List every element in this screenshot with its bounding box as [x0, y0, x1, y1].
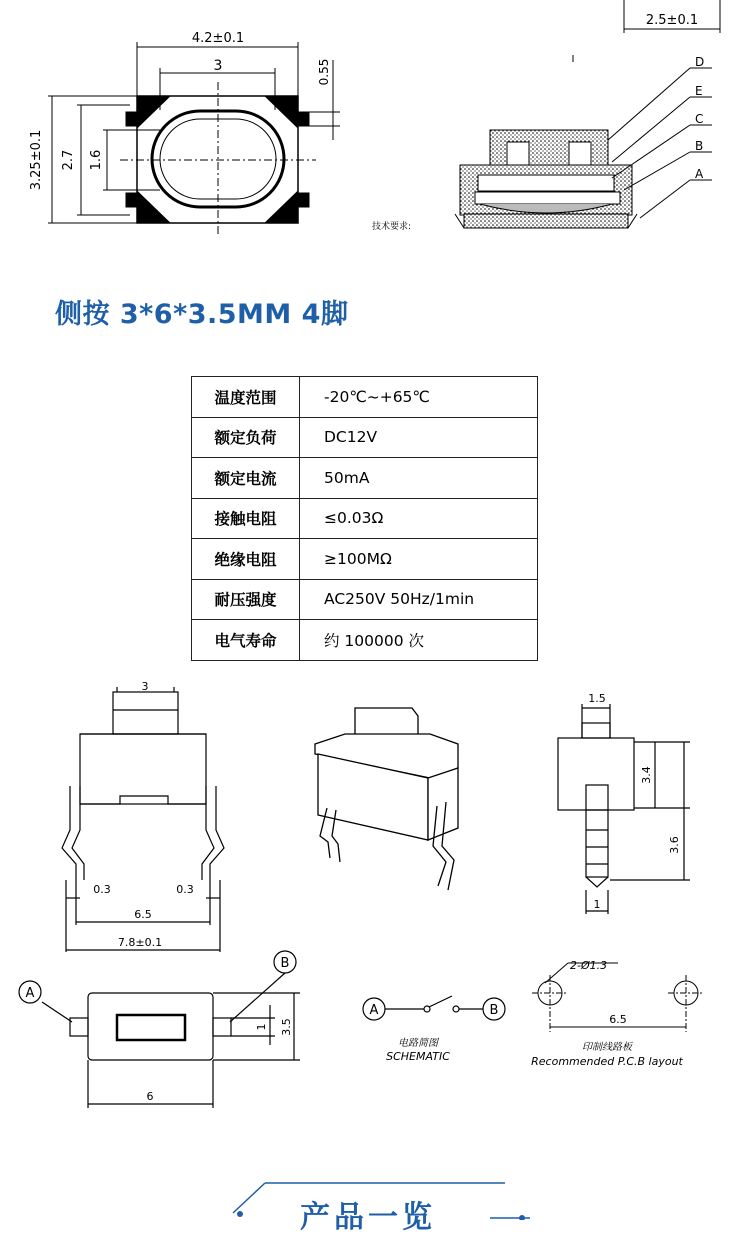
part-label-d: D	[695, 55, 705, 69]
front-dim-78: 7.8±0.1	[117, 936, 163, 949]
spec-value: AC250V 50Hz/1min	[300, 579, 538, 620]
spec-key: 电气寿命	[192, 620, 300, 661]
cross-section	[455, 55, 712, 228]
footer-dot-right	[519, 1215, 525, 1220]
dim-27-label: 2.7	[61, 149, 76, 171]
side-dim-36: 3.6	[668, 836, 681, 854]
tech-note: 技术要求:	[372, 222, 412, 232]
spec-key: 接触电阻	[192, 498, 300, 539]
spec-row	[192, 539, 538, 580]
bottom-label-b: B	[280, 956, 290, 971]
spec-value: ≤0.03Ω	[300, 498, 538, 539]
front-dim-03-right: 0.3	[176, 883, 194, 896]
side-view	[558, 704, 690, 914]
bottom-dim-35: 3.5	[280, 1018, 293, 1036]
dim-width-label: 4.2±0.1	[191, 31, 245, 46]
bottom-label-a: A	[25, 986, 35, 1001]
spec-row	[192, 417, 538, 458]
spec-key: 绝缘电阻	[192, 539, 300, 580]
schematic-caption-en: SCHEMATIC	[386, 1050, 450, 1063]
schematic-caption-cn: 电路简图	[398, 1038, 438, 1049]
part-label-c: C	[695, 112, 704, 126]
pcb-dim-65: 6.5	[609, 1013, 627, 1026]
spec-table	[191, 376, 538, 661]
spec-key: 额定电流	[192, 458, 300, 499]
spec-row	[192, 579, 538, 620]
dim-055-label: 0.55	[317, 58, 331, 86]
spec-row	[192, 620, 538, 661]
side-dim-15: 1.5	[588, 692, 606, 705]
bottom-dim-6: 6	[146, 1090, 154, 1103]
spec-value: DC12V	[300, 417, 538, 458]
spec-key: 温度范围	[192, 377, 300, 418]
iso-view	[315, 708, 458, 890]
side-dim-34: 3.4	[640, 766, 653, 784]
spec-row	[192, 458, 538, 499]
side-dim-1: 1	[593, 898, 601, 911]
spec-row	[192, 377, 538, 418]
front-dim-top: 3	[141, 680, 149, 693]
dim-16-label: 1.6	[89, 149, 104, 171]
footer-dot-left	[237, 1211, 243, 1217]
spec-key: 耐压强度	[192, 579, 300, 620]
spec-value: -20℃~+65℃	[300, 377, 538, 418]
dim-inner-label: 3	[213, 58, 223, 74]
schematic	[363, 996, 505, 1020]
dim-height-label: 3.25±0.1	[29, 129, 44, 191]
spec-value: ≥100MΩ	[300, 539, 538, 580]
product-title: 侧按 3*6*3.5MM 4脚	[55, 299, 349, 330]
spec-row	[192, 498, 538, 539]
footer-title: 产品一览	[300, 1200, 436, 1235]
part-label-a: A	[695, 167, 704, 181]
top-view	[48, 42, 340, 235]
front-dim-03-left: 0.3	[93, 883, 111, 896]
part-label-b: B	[695, 139, 704, 153]
schematic-label-a: A	[369, 1003, 379, 1018]
bottom-dim-1: 1	[255, 1023, 268, 1031]
pcb-hole-note: 2-Ø1.3	[570, 959, 608, 972]
front-dim-65: 6.5	[134, 908, 152, 921]
pcb-caption-en: Recommended P.C.B layout	[531, 1055, 683, 1068]
pcb-caption-cn: 印制线路板	[582, 1042, 632, 1053]
part-label-e: E	[695, 84, 703, 98]
spec-key: 额定负荷	[192, 417, 300, 458]
schematic-label-b: B	[489, 1003, 499, 1018]
spec-value: 约 100000 次	[300, 620, 538, 661]
dim-25-label: 2.5±0.1	[645, 13, 699, 28]
spec-value: 50mA	[300, 458, 538, 499]
